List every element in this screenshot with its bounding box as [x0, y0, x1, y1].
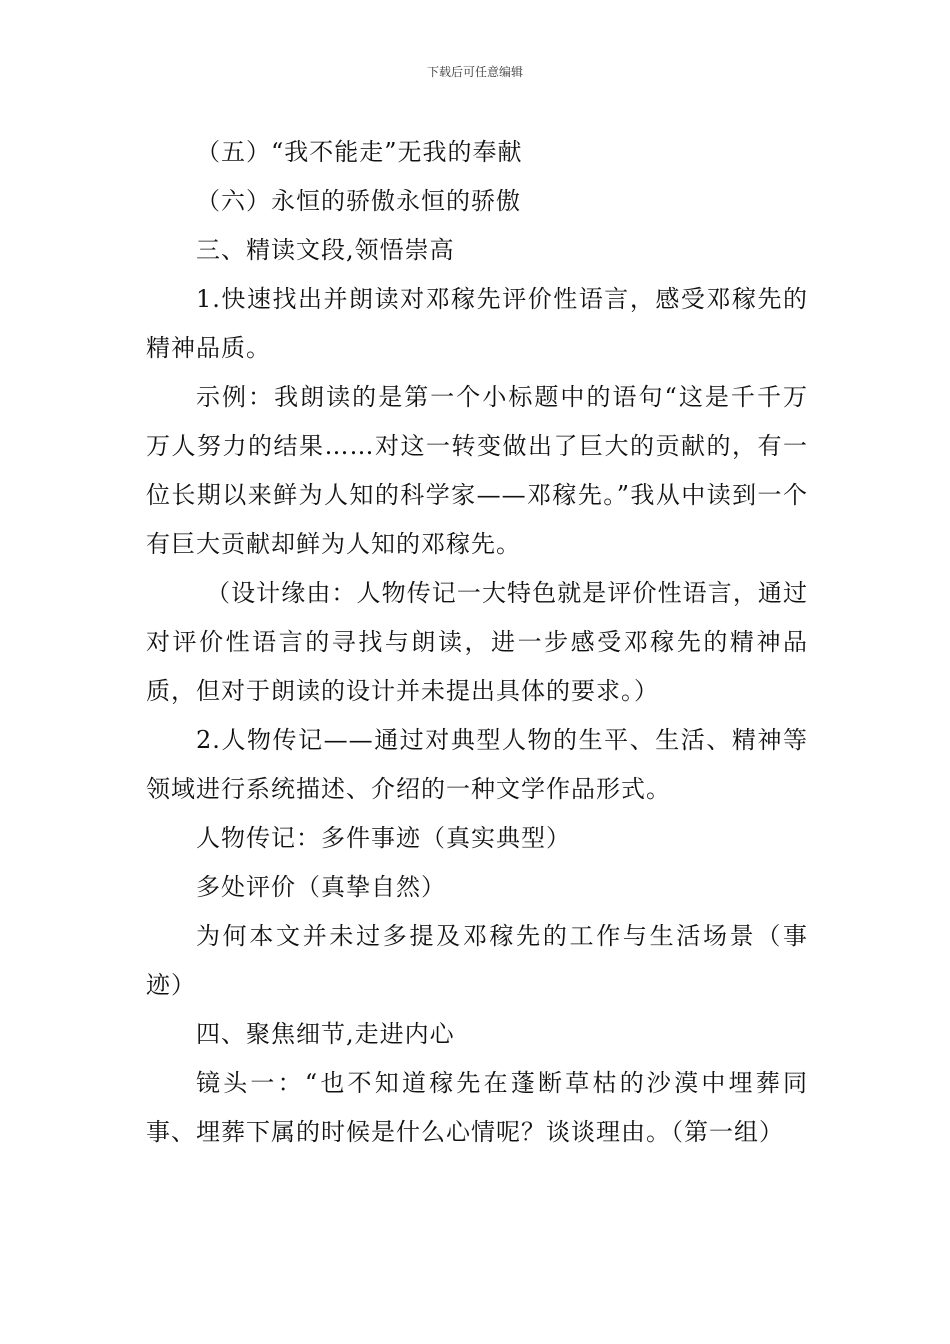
biography-evaluation-line: 多处评价（真挚自然）: [196, 873, 446, 901]
question-paragraph: 为何本文并未过多提及邓稼先的工作与生活场景（事迹）: [146, 922, 808, 999]
task-2-paragraph: 2.人物传记——通过对典型人物的生平、生活、精神等领域进行系统描述、介绍的一种文学作品形式。: [146, 726, 808, 803]
design-note-paragraph: （设计缘由：人物传记一大特色就是评价性语言，通过对评价性语言的寻找与朗读，进一步感受邓稼先的精神品质，但对于朗读的设计并未提出具体的要求。）: [146, 579, 808, 705]
task-1-paragraph: 1.快速找出并朗读对邓稼先评价性语言，感受邓稼先的精神品质。: [146, 285, 808, 362]
section-heading-3: 三、精读文段,领悟崇高: [196, 236, 455, 264]
document-body: [146, 128, 808, 1157]
biography-events-line: 人物传记：多件事迹（真实典型）: [196, 824, 571, 852]
section-heading-4: 四、聚焦细节,走进内心: [196, 1020, 455, 1048]
section-heading-5: （五）“我不能走”无我的奉献: [196, 138, 523, 166]
example-paragraph: 示例：我朗读的是第一个小标题中的语句“这是千千万万人努力的结果……对这一转变做出了巨大的贡献的，有一位长期以来鲜为人知的科学家——邓稼先。”我从中读到一个有巨大贡献却鲜为人知的邓稼先。: [146, 383, 808, 558]
section-heading-6: （六）永恒的骄傲永恒的骄傲: [196, 187, 521, 215]
page-header: 下载后可任意编辑: [426, 65, 523, 79]
shot-one-paragraph: 镜头一：“也不知道稼先在蓬断草枯的沙漠中埋葬同事、埋葬下属的时候是什么心情呢？谈谈理由。（第一组）: [146, 1069, 808, 1146]
